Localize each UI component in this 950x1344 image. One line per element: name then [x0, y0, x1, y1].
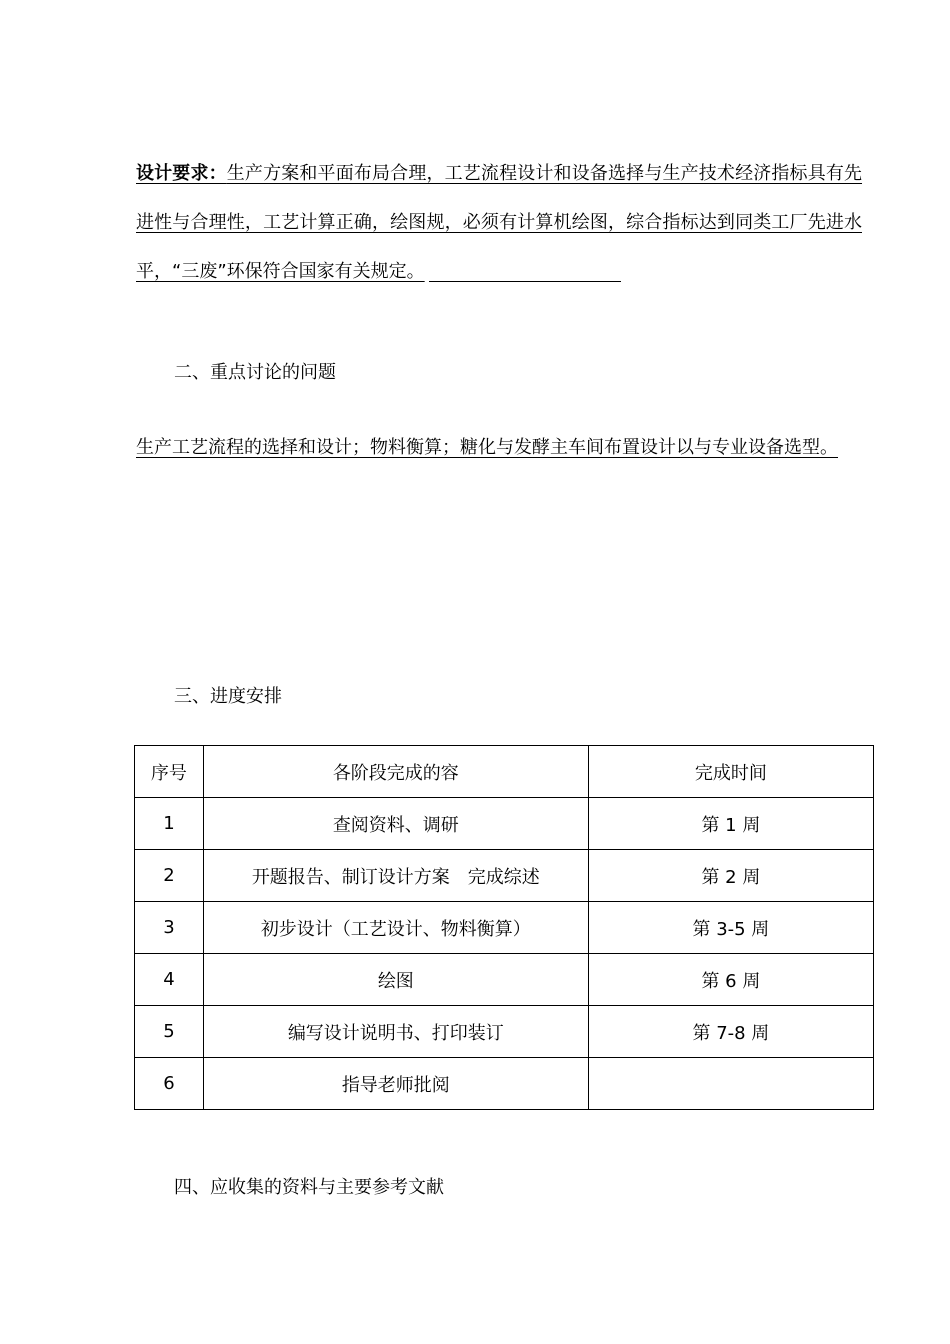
table-header-row	[135, 746, 874, 798]
cell-time: 第 1 周	[588, 798, 873, 850]
cell-time: 第 2 周	[588, 850, 873, 902]
header-cell-index: 序号	[135, 746, 204, 798]
schedule-table	[134, 745, 874, 1110]
cell-content: 查阅资料、调研	[203, 798, 588, 850]
cell-time	[588, 1058, 873, 1110]
design-requirements-paragraph	[136, 149, 862, 296]
cell-index: 5	[135, 1006, 204, 1058]
cell-content: 初步设计（工艺设计、物料衡算）	[203, 902, 588, 954]
cell-time: 第 3-5 周	[588, 902, 873, 954]
cell-time: 第 6 周	[588, 954, 873, 1006]
table-row	[135, 902, 874, 954]
design-requirements-label: 设计要求：	[136, 163, 227, 184]
cell-content: 指导老师批阅	[203, 1058, 588, 1110]
table-row	[135, 798, 874, 850]
section-heading-schedule: 三、进度安排	[174, 686, 282, 707]
cell-content: 开题报告、制订设计方案 完成综述	[203, 850, 588, 902]
cell-content: 编写设计说明书、打印装订	[203, 1006, 588, 1058]
table-row	[135, 1006, 874, 1058]
section-heading-references: 四、应收集的资料与主要参考文献	[174, 1177, 444, 1198]
section-heading-key-issues: 二、重点讨论的问题	[174, 362, 336, 383]
cell-index: 3	[135, 902, 204, 954]
cell-index: 2	[135, 850, 204, 902]
design-requirements-text: 生产方案和平面布局合理，工艺流程设计和设备选择与生产技术经济指标具有先进性与合理性，工艺计算正确，绘图规，必须有计算机绘图，综合指标达到同类工厂先进水平，“三废”环保符合国家有关规定。	[136, 163, 863, 282]
table-row	[135, 954, 874, 1006]
table-row	[135, 1058, 874, 1110]
header-cell-content: 各阶段完成的容	[203, 746, 588, 798]
cell-content: 绘图	[203, 954, 588, 1006]
underline-filler	[429, 280, 621, 282]
cell-index: 6	[135, 1058, 204, 1110]
cell-index: 4	[135, 954, 204, 1006]
key-issues-paragraph: 生产工艺流程的选择和设计；物料衡算；糖化与发酵主车间布置设计以与专业设备选型。	[136, 437, 838, 458]
table-row	[135, 850, 874, 902]
header-cell-time: 完成时间	[588, 746, 873, 798]
cell-time: 第 7-8 周	[588, 1006, 873, 1058]
cell-index: 1	[135, 798, 204, 850]
